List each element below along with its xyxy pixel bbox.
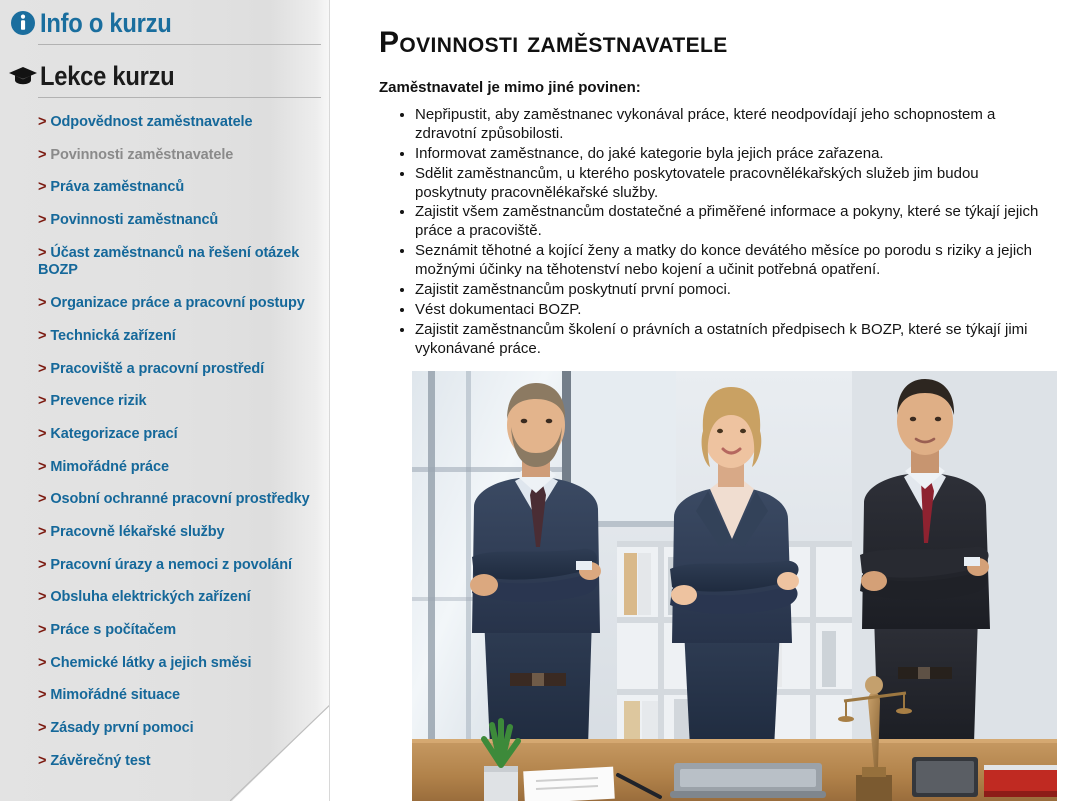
duty-item: • Seznámit těhotné a kojící ženy a matky do konce devátého měsíce po porodu s riziky a jejich možnými účinky na těhotenství nebo kojení a učinit potřebná opatření. (415, 242, 1047, 280)
graduation-cap-icon (6, 65, 40, 87)
sidebar-item-label: Kategorizace prací (50, 425, 178, 442)
sidebar-item-19[interactable] (38, 720, 319, 738)
duty-item: • Informovat zaměstnance, do jaké kategorie byla jejich práce zařazena. (415, 145, 1047, 164)
chevron-right-icon: > (38, 360, 47, 377)
sidebar-item-label: Povinnosti zaměstnavatele (50, 146, 234, 163)
course-sidebar (0, 0, 330, 801)
chevron-right-icon: > (38, 589, 47, 606)
sidebar-divider-1 (38, 44, 321, 45)
sidebar-item-label: Odpovědnost zaměstnavatele (50, 114, 253, 130)
sidebar-item-10[interactable] (38, 426, 319, 444)
sidebar-item-20[interactable] (38, 753, 319, 771)
chevron-right-icon: > (38, 654, 47, 671)
sidebar-item-label: Mimořádné situace (50, 687, 181, 704)
lead-paragraph: Zaměstnavatel je mimo jiné povinen: (379, 79, 641, 96)
sidebar-item-7[interactable] (38, 328, 319, 346)
chevron-right-icon: > (38, 491, 47, 508)
sidebar-item-label: Technická zařízení (50, 327, 176, 344)
sidebar-item-15[interactable] (38, 589, 319, 607)
three-business-professionals-photo (412, 371, 1057, 801)
sidebar-section-lessons-label: Lekce kurzu (40, 60, 175, 91)
sidebar-item-label: Organizace práce a pracovní postupy (50, 295, 305, 312)
sidebar-section-lessons[interactable] (0, 55, 329, 97)
sidebar-item-label: Mimořádné práce (50, 458, 169, 475)
page-title: Povinnosti zaměstnavatele (379, 26, 728, 59)
chevron-right-icon: > (38, 179, 47, 196)
duty-item: • Nepřipustit, aby zaměstnanec vykonával práce, které neodpovídají jeho schopnostem a zdravotní způsobilosti. (415, 106, 1047, 144)
chevron-right-icon: > (38, 295, 47, 312)
sidebar-item-1[interactable] (38, 114, 319, 132)
chevron-right-icon: > (38, 393, 47, 410)
sidebar-item-14[interactable] (38, 557, 319, 575)
lesson-menu (0, 114, 329, 770)
chevron-right-icon: > (38, 687, 47, 704)
duty-item: • Zajistit zaměstnancům poskytnutí první pomoci. (415, 281, 1047, 300)
chevron-right-icon: > (38, 327, 47, 344)
sidebar-item-2 (38, 147, 319, 165)
chevron-right-icon: > (38, 212, 47, 229)
photo-canvas (412, 371, 1057, 801)
chevron-right-icon: > (38, 146, 47, 163)
sidebar-item-6[interactable] (38, 295, 319, 313)
sidebar-item-9[interactable] (38, 393, 319, 411)
chevron-right-icon: > (38, 114, 47, 130)
sidebar-item-4[interactable] (38, 212, 319, 230)
chevron-right-icon: > (38, 622, 47, 638)
sidebar-item-12[interactable] (38, 491, 319, 509)
sidebar-item-label: Účast zaměstnanců na řešení otázek BOZP (38, 244, 300, 279)
duty-item: • Zajistit zaměstnancům školení o právních a ostatních předpisech k BOZP, které se týkají jimi vykonávané práce. (415, 321, 1047, 359)
duty-item: • Sdělit zaměstnancům, u kterého poskytovatele pracovnělékařských služeb jim budou poskytnuty pracovnělékařské služby. (415, 165, 1047, 203)
sidebar-item-label: Chemické látky a jejich směsi (50, 654, 252, 671)
sidebar-item-11[interactable] (38, 459, 319, 477)
sidebar-item-label: Povinnosti zaměstnanců (50, 212, 219, 229)
sidebar-item-8[interactable] (38, 361, 319, 379)
sidebar-item-5[interactable] (38, 245, 319, 280)
sidebar-item-label: Zásady první pomoci (50, 720, 194, 737)
sidebar-item-18[interactable] (38, 687, 319, 705)
sidebar-item-label: Obsluha elektrických zařízení (50, 589, 251, 606)
sidebar-item-label: Závěrečný test (50, 752, 151, 769)
chevron-right-icon: > (38, 720, 47, 737)
sidebar-item-13[interactable] (38, 524, 319, 542)
duty-item: • Vést dokumentaci BOZP. (415, 301, 1047, 320)
sidebar-item-16[interactable] (38, 622, 319, 640)
chevron-right-icon: > (38, 425, 47, 442)
sidebar-item-3[interactable] (38, 179, 319, 197)
sidebar-item-17[interactable] (38, 655, 319, 673)
chevron-right-icon: > (38, 458, 47, 475)
lesson-content (331, 0, 1087, 801)
duty-item: • Zajistit všem zaměstnancům dostatečné a přiměřené informace a pokyny, které se týkají jejich práce a pracoviště. (415, 203, 1047, 241)
sidebar-item-label: Pracoviště a pracovní prostředí (50, 360, 265, 377)
sidebar-section-info-label: Info o kurzu (40, 7, 172, 38)
sidebar-item-label: Práva zaměstnanců (50, 179, 185, 196)
chevron-right-icon: > (38, 556, 47, 573)
chevron-right-icon: > (38, 752, 47, 769)
chevron-right-icon: > (38, 523, 47, 540)
sidebar-item-label: Práce s počítačem (50, 622, 177, 638)
duties-list (393, 106, 1047, 359)
sidebar-item-label: Prevence rizik (50, 393, 147, 410)
sidebar-item-label: Osobní ochranné pracovní prostředky (50, 491, 310, 508)
sidebar-item-label: Pracovní úrazy a nemoci z povolání (50, 556, 292, 573)
chevron-right-icon: > (38, 244, 47, 261)
sidebar-item-label: Pracovně lékařské služby (50, 523, 225, 540)
sidebar-divider-2 (38, 97, 321, 98)
info-circle-icon (6, 10, 40, 36)
sidebar-section-info[interactable] (0, 2, 329, 44)
